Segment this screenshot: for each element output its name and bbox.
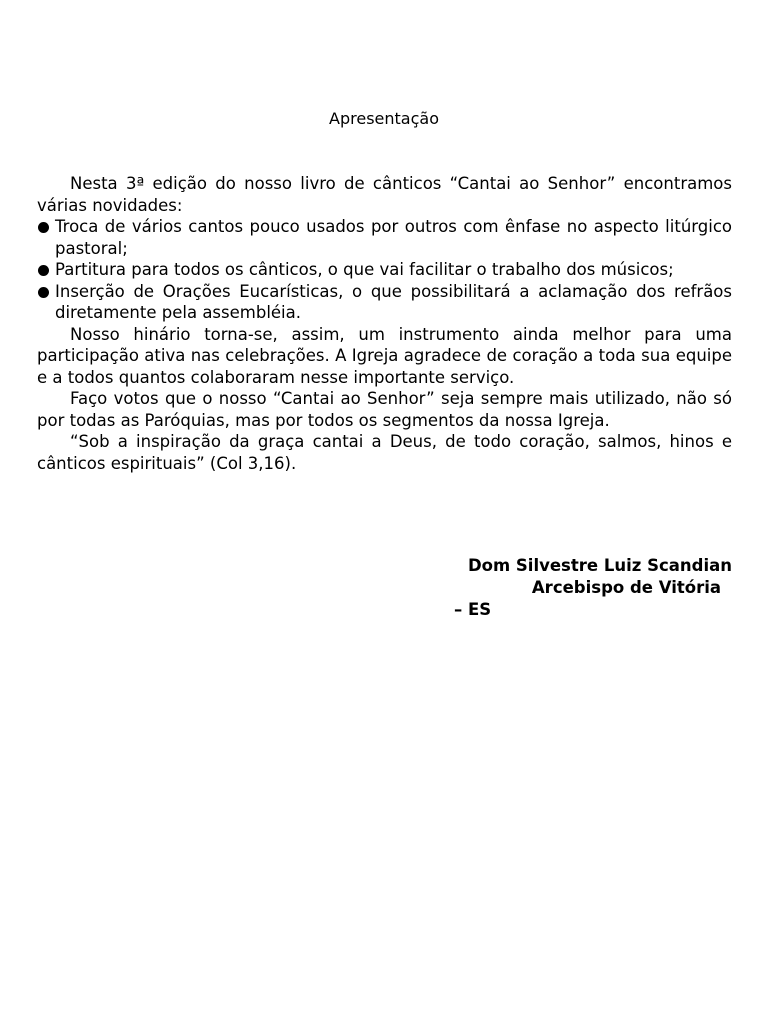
quote-paragraph: “Sob a inspiração da graça cantai a Deus, de todo coração, salmos, hinos e cânticos espirituais” (Col 3,16).: [37, 432, 732, 473]
signature-name: Dom Silvestre Luiz Scandian: [467, 556, 732, 575]
list-item-text: Inserção de Orações Eucarísticas, o que possibilitará a aclamação dos refrãos diretamente pela assembléia.: [55, 281, 732, 322]
list-item-text: Partitura para todos os cânticos, o que vai facilitar o trabalho dos músicos;: [55, 260, 674, 279]
bullet-icon: [38, 265, 49, 276]
document-body: [37, 173, 732, 474]
body-paragraph: Nosso hinário torna-se, assim, um instrumento ainda melhor para uma participação ativa nas celebrações. A Igreja agradece de coração a toda sua equipe e a todos quantos colaboraram nesse importante serviço.: [37, 324, 732, 387]
list-item-text: Troca de vários cantos pouco usados por outros com ênfase no aspecto litúrgico pastoral;: [55, 217, 732, 258]
list-item: [37, 259, 732, 281]
list-item: [37, 216, 732, 259]
body-paragraph: Faço votos que o nosso “Cantai ao Senhor” seja sempre mais utilizado, não só por todas as Paróquias, mas por todos os segmentos da nossa Igreja.: [37, 389, 732, 430]
bullet-icon: [38, 222, 49, 233]
list-item: [37, 281, 732, 324]
signature-state: – ES: [454, 600, 492, 619]
novelties-list: [37, 216, 732, 324]
signature-block: [380, 555, 732, 621]
intro-paragraph: Nesta 3ª edição do nosso livro de cânticos “Cantai ao Senhor” encontramos várias novidades:: [37, 174, 732, 215]
signature-role: Arcebispo de Vitória: [531, 578, 721, 597]
page-title: Apresentação: [329, 109, 439, 128]
bullet-icon: [38, 287, 49, 298]
